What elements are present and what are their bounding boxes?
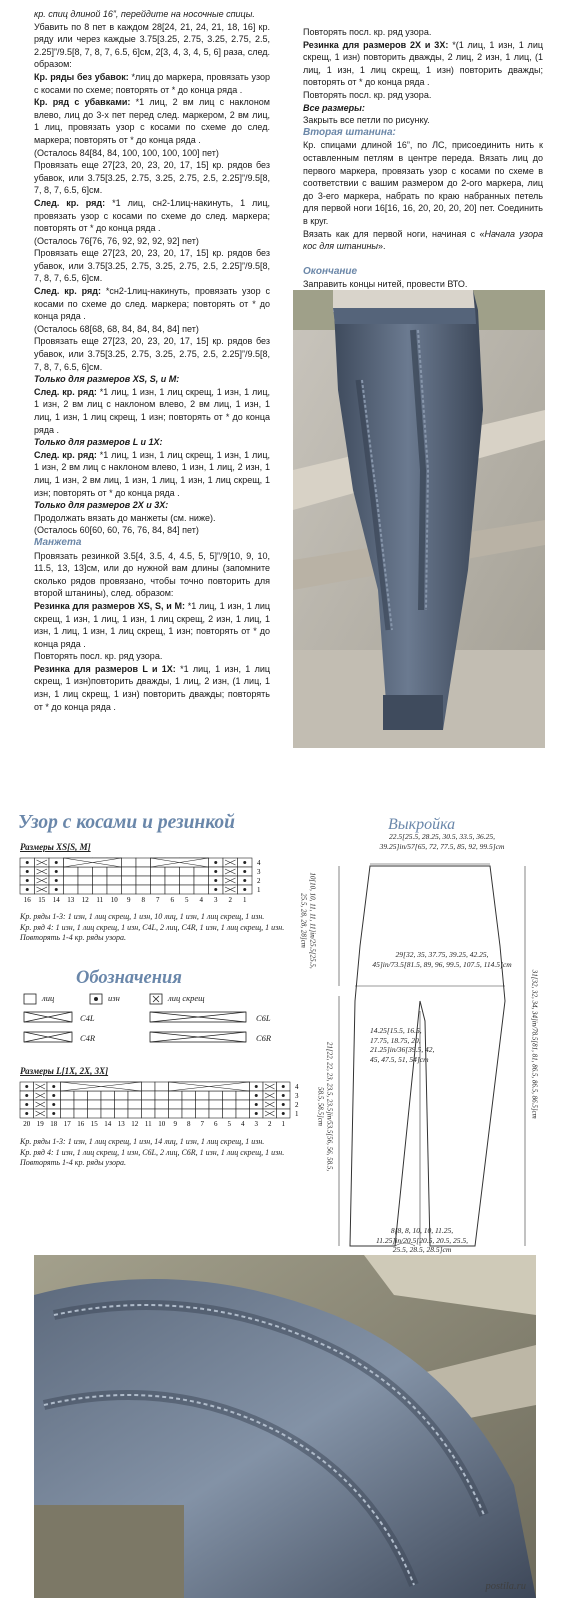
chart-cell xyxy=(169,1091,183,1100)
chart-col-number: 12 xyxy=(81,896,89,904)
text-r6 xyxy=(303,228,543,253)
chart-cell xyxy=(169,1109,183,1118)
chart-cell xyxy=(122,876,137,885)
chart-cell xyxy=(194,867,209,876)
cuff-line-c: 25.5, 28.5, 28.5]cm xyxy=(392,1245,452,1254)
heading-second-leg: Вторая штанина: xyxy=(303,126,396,138)
chart-cell xyxy=(122,858,137,867)
purl-stitch-mark xyxy=(52,1094,55,1097)
chart-cell xyxy=(128,1109,142,1118)
chart-cell xyxy=(142,1100,156,1109)
chart-col-number: 7 xyxy=(156,896,160,904)
chart-col-number: 15 xyxy=(38,896,46,904)
heading-sizes-xsm: Только для размеров XS, S, и M: xyxy=(34,374,180,385)
text-p1: кр. спиц длиной 16”, перейдите на носочные спицы. xyxy=(34,9,255,19)
text-p19: Повторять посл. кр. ряд узора. xyxy=(34,651,163,662)
chart-col-number: 17 xyxy=(63,1120,71,1128)
label-next-row-2: След. кр. ряд: xyxy=(34,286,101,297)
chart-cell xyxy=(107,867,122,876)
chart-cell xyxy=(61,1091,75,1100)
chart-cell xyxy=(182,1091,196,1100)
chart-col-number: 20 xyxy=(23,1120,31,1128)
chart-cell xyxy=(209,1109,223,1118)
watermark: postila.ru xyxy=(485,1581,526,1592)
text-p16: (Осталось 60[60, 60, 76, 76, 84, 84] пет) xyxy=(34,525,199,536)
sizes-label-2: Размеры L[1X, 2X, 3X] xyxy=(20,1066,109,1076)
text-r6-a: Вязать как для первой ноги, начиная с « xyxy=(303,228,485,239)
chart-cell xyxy=(165,876,180,885)
waist-line-b: 39.25]in/57[65, 72, 77.5, 85, 92, 99.5]cm xyxy=(379,841,505,851)
chart-title: Узор с косами и резинкой xyxy=(18,812,235,833)
chart-cell xyxy=(107,876,122,885)
chart-col-number: 5 xyxy=(227,1120,231,1128)
key-c6l-label: C6L xyxy=(256,1013,271,1023)
chart-col-number: 15 xyxy=(90,1120,98,1128)
chart-cell xyxy=(194,885,209,894)
text-p20-body: *1 лиц, 1 изн, 1 лиц скрещ, 1 изн)повторить дважды, 1 лиц, 2 изн, (1 лиц, 1 изн, 1 лиц скрещ, 1 изн) повторить дважды; повторять от * до конца ряда . xyxy=(34,663,270,712)
chart2-notes xyxy=(20,1137,305,1169)
text-p10 xyxy=(34,285,270,323)
key-title: Обозначения xyxy=(76,968,182,988)
photo-leggings-closeup xyxy=(34,1255,536,1598)
label-next-row-3: След. кр. ряд: xyxy=(34,386,97,397)
chart-col-number: 10 xyxy=(110,896,118,904)
chart-cell xyxy=(74,1100,88,1109)
chart-col-number: 6 xyxy=(170,896,174,904)
chart-cell xyxy=(128,1100,142,1109)
text-p4 xyxy=(34,96,270,146)
chart-cell xyxy=(74,1109,88,1118)
chart-row-number: 3 xyxy=(257,868,261,876)
key-purl-label: изн xyxy=(108,993,120,1003)
chart-col-number: 8 xyxy=(141,896,145,904)
key-symbols xyxy=(22,990,282,1062)
chart-cell xyxy=(88,1091,102,1100)
purl-stitch-mark xyxy=(25,1103,28,1106)
chart-cell xyxy=(78,885,93,894)
chart-cell xyxy=(236,1100,250,1109)
text-p9: Провязать еще 27[23, 20, 23, 20, 17, 15] кр. рядов без убавок, или 3.75[3.25, 2.75, 3.25, 2.75, 2.5, 2.25]”/9.5[8, 7, 8, 7, 6.5, 6]см. xyxy=(34,248,270,284)
chart2-note-c: Повторять 1-4 кр. ряды узора. xyxy=(20,1158,127,1167)
schematic-inseam xyxy=(317,1012,334,1202)
key-tbl-label: лиц скрещ xyxy=(168,993,205,1003)
label-rib-2x3x: Резинка для размеров 2X и 3X: xyxy=(303,39,449,50)
chart1-note-a: Кр. ряды 1-3: 1 изн, 1 лиц скрещ, 1 изн, 10 лиц, 1 изн, 1 лиц скрещ, 1 изн. xyxy=(20,912,265,921)
chart-cell xyxy=(64,876,79,885)
schematic-rise xyxy=(300,861,317,981)
rise-line-a: 10[10, 10, 11, 11, 11]in/25.5[25.5, xyxy=(308,872,317,969)
purl-stitch-mark xyxy=(255,1103,258,1106)
leg-line-c: 21.25]in/36[39.5, 42, xyxy=(370,1045,435,1054)
chart-col-number: 19 xyxy=(36,1120,44,1128)
chart-cell xyxy=(151,885,166,894)
chart-cell xyxy=(142,1091,156,1100)
purl-stitch-mark xyxy=(282,1103,285,1106)
chart-col-number: 10 xyxy=(158,1120,166,1128)
chart1-notes xyxy=(20,912,290,944)
chart-cell xyxy=(209,1091,223,1100)
chart-row-number: 4 xyxy=(257,859,261,867)
leg-line-a: 14.25[15.5, 16.5, xyxy=(370,1026,422,1035)
chart-cell xyxy=(93,885,108,894)
text-p3 xyxy=(34,71,270,96)
chart-col-number: 12 xyxy=(131,1120,139,1128)
chart-cell xyxy=(78,876,93,885)
chart-cell xyxy=(165,867,180,876)
text-r2-body: *(1 лиц, 1 изн, 1 лиц скрещ, 1 изн) повторить дважды, 2 лиц, 2 изн, 1 лиц, (1 лиц, 1 изн, 1 лиц скрещ, 1 изн) повторить дважды; повторять от * до конца ряда . xyxy=(303,39,543,88)
chart-cell xyxy=(122,867,137,876)
text-p12: Провязать еще 27[23, 20, 23, 20, 17, 15] кр. рядов без убавок, или 3.75[3.25, 2.75, 3.25, 2.75, 2.5, 2.25]”/9.5[8, 7, 8, 7, 6.5, 6]см. xyxy=(34,336,270,372)
key-c6r-label: C6R xyxy=(256,1033,272,1043)
purl-stitch-mark xyxy=(52,1112,55,1115)
chart-cell xyxy=(196,1100,210,1109)
chart1-note-c: Повторять 1-4 кр. ряды узора. xyxy=(20,933,127,942)
chart-cell xyxy=(142,1109,156,1118)
purl-stitch-mark xyxy=(255,1085,258,1088)
schematic-outseam: 31[32, 32, 34, 34]in/78.5[81, 81, 86.5, 86.5, 86.5]cm xyxy=(530,969,539,1119)
purl-stitch-mark xyxy=(214,870,217,873)
chart-col-number: 14 xyxy=(104,1120,112,1128)
purl-stitch-mark xyxy=(52,1085,55,1088)
chart-cell xyxy=(101,1091,115,1100)
chart-row-number: 2 xyxy=(257,877,261,885)
chart-col-number: 16 xyxy=(77,1120,85,1128)
chart-cell xyxy=(169,1100,183,1109)
text-p20 xyxy=(34,663,270,713)
chart-row-number: 2 xyxy=(295,1101,299,1109)
chart-cell xyxy=(155,1082,169,1091)
chart-row-number: 4 xyxy=(295,1083,299,1091)
chart-col-number: 4 xyxy=(241,1120,245,1128)
purl-stitch-mark xyxy=(214,861,217,864)
text-p13-body: *1 лиц, 1 изн, 1 лиц скрещ, 1 изн, 1 лиц, 1 изн, 2 вм лиц с наклоном влево, 2 вм лиц, 1 изн, 1 лиц, 1 изн, 1 лиц скрещ, 1 изн; повторять от * до конца ряда . xyxy=(34,386,270,435)
sizes-label-1: Размеры XS[S, M] xyxy=(20,842,91,852)
chart-col-number: 14 xyxy=(52,896,60,904)
hip-line-a: 29[32, 35, 37.75, 39.25, 42.25, xyxy=(395,950,489,959)
text-p3-body: *лиц до маркера, провязать узор с косами по схеме; повторять от * до конца ряда . xyxy=(34,71,270,95)
purl-stitch-mark xyxy=(52,1103,55,1106)
purl-stitch-mark xyxy=(25,1085,28,1088)
label-dec-row: Кр. ряд с убавками: xyxy=(34,97,131,108)
chart-row-number: 3 xyxy=(295,1092,299,1100)
chart-col-number: 3 xyxy=(214,896,218,904)
chart-cell xyxy=(101,1109,115,1118)
photo-leggings-side xyxy=(293,290,545,748)
chart-cell xyxy=(64,867,79,876)
text-p7-body: *1 лиц, сн2-1лиц-накинуть, 1 лиц, провязать узор с косами по схеме до след. маркера; повторять от * до конца ряда . xyxy=(34,197,270,234)
chart-col-number: 11 xyxy=(144,1120,152,1128)
label-rib-l1x: Резинка для размеров L и 1X: xyxy=(34,663,176,674)
chart-cell xyxy=(136,858,151,867)
chart-col-number: 9 xyxy=(173,1120,177,1128)
purl-stitch-mark xyxy=(282,1094,285,1097)
text-p13 xyxy=(34,386,270,436)
chart-cell xyxy=(151,867,166,876)
heading-sizes-l1x: Только для размеров L и 1X: xyxy=(34,437,163,448)
purl-stitch-mark xyxy=(26,870,29,873)
text-r1: Повторять посл. кр. ряд узора. xyxy=(303,27,432,37)
chart-cell xyxy=(107,885,122,894)
chart-col-number: 9 xyxy=(127,896,131,904)
chart-cell xyxy=(155,1109,169,1118)
inseam-line-b: 58.5, 58.5]cm xyxy=(317,1087,325,1126)
chart-cell xyxy=(64,885,79,894)
chart-cell xyxy=(115,1100,129,1109)
chart-cell xyxy=(180,876,195,885)
chart-cell xyxy=(101,1100,115,1109)
purl-stitch-mark xyxy=(243,861,246,864)
label-next-row: След. кр. ряд: xyxy=(34,197,106,208)
key-knit-symbol xyxy=(24,994,36,1004)
chart-cell xyxy=(194,876,209,885)
schematic-hip xyxy=(362,950,522,969)
schematic-title: Выкройка xyxy=(388,816,456,833)
chart-cell xyxy=(236,1091,250,1100)
leg-line-d: 45, 47.5, 51, 54]cm xyxy=(370,1054,429,1064)
left-text-column xyxy=(34,8,270,713)
chart-grid-1 xyxy=(18,856,280,916)
chart-col-number: 6 xyxy=(214,1120,218,1128)
chart-col-number: 4 xyxy=(199,896,203,904)
chart-col-number: 11 xyxy=(96,896,104,904)
chart-cell xyxy=(115,1091,129,1100)
chart-cell xyxy=(223,1109,237,1118)
chart2-note-a: Кр. ряды 1-3: 1 изн, 1 лиц скрещ, 1 изн, 14 лиц, 1 изн, 1 лиц скрещ, 1 изн. xyxy=(20,1137,265,1146)
chart-cell xyxy=(115,1109,129,1118)
text-p7 xyxy=(34,197,270,235)
heading-all-sizes: Все размеры: xyxy=(303,102,365,113)
chart-cell xyxy=(136,876,151,885)
schematic-leg xyxy=(370,1026,440,1064)
rise-line-b: 25.5, 28, 28, 28]cm xyxy=(300,893,308,948)
chart-cell xyxy=(165,885,180,894)
chart-col-number: 18 xyxy=(50,1120,58,1128)
chart-cell xyxy=(93,876,108,885)
text-p18-body: *1 лиц, 1 изн, 1 лиц скрещ, 1 изн, 1 лиц, 1 изн, 1 лиц скрещ, 2 изн, 1 лиц, 1 изн, 1 лиц, 1 изн, 1 лиц скрещ, 1 изн; повторять от * до конца ряда . xyxy=(34,600,270,649)
purl-stitch-mark xyxy=(243,870,246,873)
chart-cell xyxy=(136,867,151,876)
photo-leggings-side-image xyxy=(293,290,545,748)
chart-cell xyxy=(196,1091,210,1100)
chart-col-number: 2 xyxy=(228,896,232,904)
chart-grid-2 xyxy=(18,1080,318,1142)
chart-cell xyxy=(196,1109,210,1118)
text-r7: Заправить концы нитей, провести ВТО. xyxy=(303,279,468,290)
purl-stitch-mark xyxy=(55,879,58,882)
label-no-dec-rows: Кр. ряды без убавок: xyxy=(34,71,129,82)
right-text-column xyxy=(303,26,543,291)
chart-cell xyxy=(93,867,108,876)
text-p8: (Осталось 76[76, 76, 92, 92, 92, 92] пет) xyxy=(34,235,199,246)
chart-row-number: 1 xyxy=(257,886,261,894)
purl-stitch-mark xyxy=(55,888,58,891)
purl-stitch-mark xyxy=(243,879,246,882)
chart-col-number: 5 xyxy=(185,896,189,904)
chart-cell xyxy=(74,1091,88,1100)
text-r5: Кр. спицами длиной 16”, по ЛС, присоединить нить к оставленным петлям в центре переда. Вязать лиц до первого маркера, провязать узор с косами по схеме в соответствии с вашим размером до 2-ого маркера, лиц до 3-его маркера, набрать по краю набранных петель для первой ноги 16[16, 16, 20, 20, 20, 20] пет. Соединить в круг. xyxy=(303,140,543,226)
inseam-line-a: 21[22, 22, 23, 23.5, 23.5]in/53.5[56, 56, 58.5, xyxy=(325,1041,334,1172)
key-c4l-label: C4L xyxy=(80,1013,95,1023)
purl-stitch-mark xyxy=(255,1112,258,1115)
purl-stitch-mark xyxy=(282,1112,285,1115)
chart-col-number: 1 xyxy=(243,896,247,904)
chart-cell xyxy=(128,1091,142,1100)
text-p14-body: *1 лиц, 1 изн, 1 лиц скрещ, 1 изн, 1 лиц, 1 изн, 2 вм лиц с наклоном влево, 1 изн, 1 лиц, 2 изн, 1 лиц, 1 изн, 2 вм лиц, 1 изн, 1 лиц, 1 изн, 1 лиц скрещ, 1 изн; повторять от * до конца ряда . xyxy=(34,449,270,498)
text-p17: Провязать резинкой 3.5[4, 3.5, 4, 4.5, 5, 5]”/9[10, 9, 10, 11.5, 13, 13]см, или до нужной вам длины (запомните сколько рядов провязано, чтобы точно повторить для второй штанины), след. образом: xyxy=(34,550,270,599)
chart-cell xyxy=(88,1100,102,1109)
chart-col-number: 16 xyxy=(23,896,31,904)
text-p2: Убавить по 8 пет в каждом 28[24, 21, 24, 21, 18, 16] кр. ряду или через каждые 3.75[3.25, 2.75, 3.25, 2.75, 2.5, 2.25]”/9.5[8, 7, 8, 7, 6.5, 6]см, 2[3, 4, 3, 4, 5, 6] раза, след. образом: xyxy=(34,21,270,70)
text-p4-body: *1 лиц, 2 вм лиц с наклоном влево, лиц до 3-х пет перед след. маркером, 2 вм лиц, 1 лиц, провязать узор с косами по схеме до след. маркера; повторять от * до конца ряда . xyxy=(34,97,270,145)
text-r4: Закрыть все петли по рисунку. xyxy=(303,115,430,126)
label-rib-xsm: Резинка для размеров XS, S, и M: xyxy=(34,600,185,611)
chart-cell xyxy=(209,1100,223,1109)
purl-stitch-mark xyxy=(55,870,58,873)
chart2-note-b: Кр. ряд 4: 1 изн, 1 лиц скрещ, 1 изн, C6L, 2 лиц, C6R, 1 изн, 1 лиц скрещ, 1 изн. xyxy=(20,1147,285,1157)
purl-stitch-mark xyxy=(55,861,58,864)
chart-col-number: 1 xyxy=(281,1120,285,1128)
waist-line-a: 22.5[25.5, 28.25, 30.5, 33.5, 36.25, xyxy=(388,832,496,841)
chart-cell xyxy=(180,867,195,876)
label-next-row-4: След. кр. ряд: xyxy=(34,449,97,460)
chart-cell xyxy=(142,1082,156,1091)
chart-cell xyxy=(151,876,166,885)
purl-stitch-mark xyxy=(214,879,217,882)
schematic-waist xyxy=(372,832,512,851)
purl-stitch-mark xyxy=(243,888,246,891)
text-p6: Провязать еще 27[23, 20, 23, 20, 17, 15] кр. рядов без убавок, или 3.75[3.25, 2.75, 3.25, 2.75, 2.5, 2.25]”/9.5[8, 7, 8, 7, 6.5, 6]см. xyxy=(34,160,270,196)
text-r3: Повторять посл. кр. ряд узора. xyxy=(303,89,432,100)
purl-stitch-mark xyxy=(214,888,217,891)
chart-cell xyxy=(61,1100,75,1109)
chart-cell xyxy=(61,1109,75,1118)
chart-cell xyxy=(182,1100,196,1109)
text-r6-c: ». xyxy=(378,241,386,252)
cuff-line-b: 11.25]in/20.5[20.5, 20.5, 25.5, xyxy=(376,1235,468,1245)
purl-stitch-mark xyxy=(25,1094,28,1097)
chart-row-number: 1 xyxy=(295,1110,299,1118)
chart-col-number: 13 xyxy=(67,896,75,904)
hip-line-b: 45]in/73.5[81.5, 89, 96, 99.5, 107.5, 114.5]cm xyxy=(372,959,512,969)
text-r6-b: Начала узора кос для штанины xyxy=(303,228,543,252)
chart-col-number: 2 xyxy=(268,1120,272,1128)
leg-line-b: 17.75, 18.75, 20, xyxy=(370,1035,421,1045)
purl-stitch-mark xyxy=(255,1094,258,1097)
chart-cell xyxy=(182,1109,196,1118)
chart-cell xyxy=(88,1109,102,1118)
purl-stitch-mark xyxy=(26,888,29,891)
purl-stitch-mark xyxy=(26,861,29,864)
text-p5: (Осталось 84[84, 84, 100, 100, 100, 100] пет) xyxy=(34,147,219,158)
purl-stitch-mark xyxy=(26,879,29,882)
chart-cell xyxy=(78,867,93,876)
heading-cuff: Манжета xyxy=(34,536,82,548)
text-p10-body: *сн2-1лиц-накинуть, провязать узор с косами по схеме до след. маркера; повторять от * до конца ряда . xyxy=(34,286,270,322)
chart-cell xyxy=(180,885,195,894)
purl-stitch-mark xyxy=(282,1085,285,1088)
chart-cell xyxy=(122,885,137,894)
text-p11: (Осталось 68[68, 68, 84, 84, 84, 84] пет) xyxy=(34,323,199,334)
chart-cell xyxy=(155,1100,169,1109)
text-p14 xyxy=(34,449,270,499)
chart-cell xyxy=(136,885,151,894)
schematic-cuff xyxy=(362,1226,482,1255)
text-r2 xyxy=(303,39,543,89)
chart1-note-b: Кр. ряд 4: 1 изн, 1 лиц скрещ, 1 изн, C4L, 2 лиц, C4R, 1 изн, 1 лиц скрещ, 1 изн. xyxy=(20,922,285,932)
key-c4r-label: C4R xyxy=(80,1033,96,1043)
purl-stitch-mark xyxy=(25,1112,28,1115)
chart-cell xyxy=(155,1091,169,1100)
chart-cell xyxy=(223,1100,237,1109)
chart-col-number: 8 xyxy=(187,1120,191,1128)
chart-cell xyxy=(223,1091,237,1100)
text-p15: Продолжать вязать до манжеты (см. ниже). xyxy=(34,512,216,523)
photo-leggings-closeup-image xyxy=(34,1255,536,1598)
key-knit-label: лиц xyxy=(42,993,55,1003)
cuff-line-a: 8[8, 8, 10, 10, 11.25, xyxy=(390,1226,454,1235)
chart-cell xyxy=(236,1109,250,1118)
heading-finishing: Окончание xyxy=(303,265,358,277)
text-p18 xyxy=(34,600,270,650)
heading-sizes-2x3x: Только для размеров 2X и 3X: xyxy=(34,500,169,511)
chart-col-number: 3 xyxy=(254,1120,258,1128)
chart-col-number: 7 xyxy=(200,1120,204,1128)
chart-col-number: 13 xyxy=(117,1120,125,1128)
